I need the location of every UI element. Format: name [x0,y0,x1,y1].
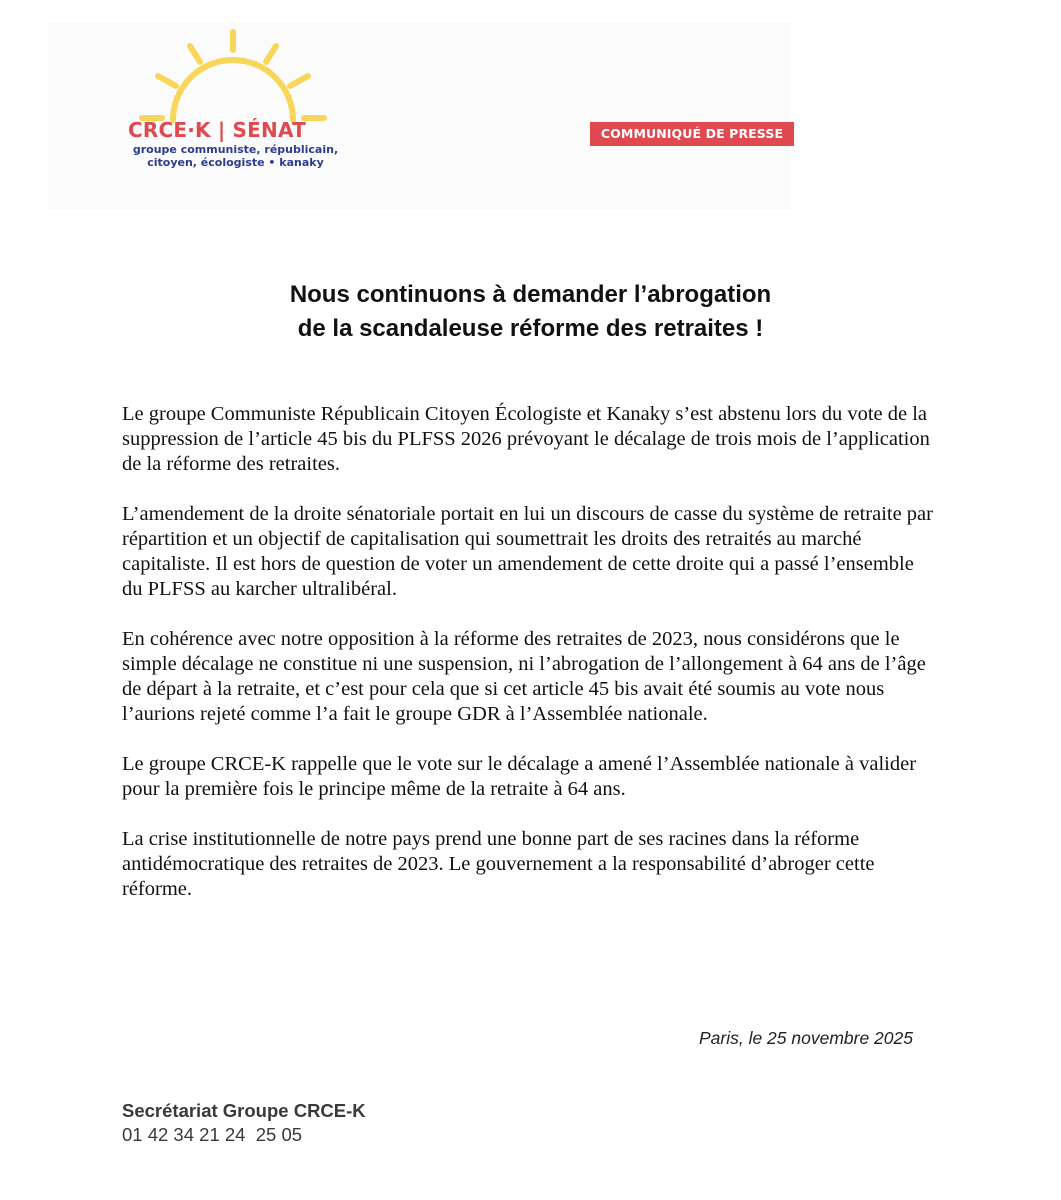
body-paragraph: L’amendement de la droite sénatoriale portait en lui un discours de casse du système de retraite par répartition et un objectif de capitalisation qui soumettrait les droits des retraités au marché capitaliste. Il est hors de question de voter un amendement de cette droite qui a passé l’ensemble du PLFSS au karcher ultralibéral. [122,503,933,600]
sun-rays-icon [138,28,328,128]
body-paragraph: Le groupe CRCE-K rappelle que le vote sur le décalage a amené l’Assemblée nationale à valider pour la première fois le principe même de la retraite à 64 ans. [122,753,917,800]
crce-k-senat-logo [128,28,343,174]
footer-organization: Secrétariat Groupe CRCE-K [122,1100,366,1121]
press-release-body [122,402,934,927]
press-release-badge: COMMUNIQUÉ DE PRESSE [590,122,794,146]
footer-phone: 01 42 34 21 24 25 05 [122,1124,303,1145]
body-paragraph: En cohérence avec notre opposition à la réforme des retraites de 2023, nous considérons que le simple décalage ne constitue ni une suspension, ni l’abrogation de l’allongement à 64 ans de l’âge de départ à la retraite, et c’est pour cela que si cet article 45 bis avait été soumis au vote nous l’aurions rejeté comme l’a fait le groupe GDR à l’Assemblée nationale. [122,628,926,725]
logo-subtitle-line: citoyen, écologiste • kanaky [147,156,324,169]
body-paragraph: La crise institutionnelle de notre pays prend une bonne part de ses racines dans la réforme antidémocratique des retraites de 2023. Le gouvernement a la responsabilité d’abroger cette réforme. [122,828,875,900]
logo-name: CRCE·K | SÉNAT [128,118,306,142]
body-paragraph: Le groupe Communiste Républicain Citoyen Écologiste et Kanaky s’est abstenu lors du vote de la suppression de l’article 45 bis du PLFSS 2026 prévoyant le décalage de trois mois de l’application de la réforme des retraites. [122,403,930,475]
title-line: de la scandaleuse réforme des retraites ! [297,315,764,342]
date-line: Paris, le 25 novembre 2025 [698,1028,913,1048]
logo-subtitle [128,143,343,169]
logo-subtitle-line: groupe communiste, républicain, [132,143,339,156]
title-line: Nous continuons à demander l’abrogation [289,281,772,308]
document-title [0,278,1061,346]
